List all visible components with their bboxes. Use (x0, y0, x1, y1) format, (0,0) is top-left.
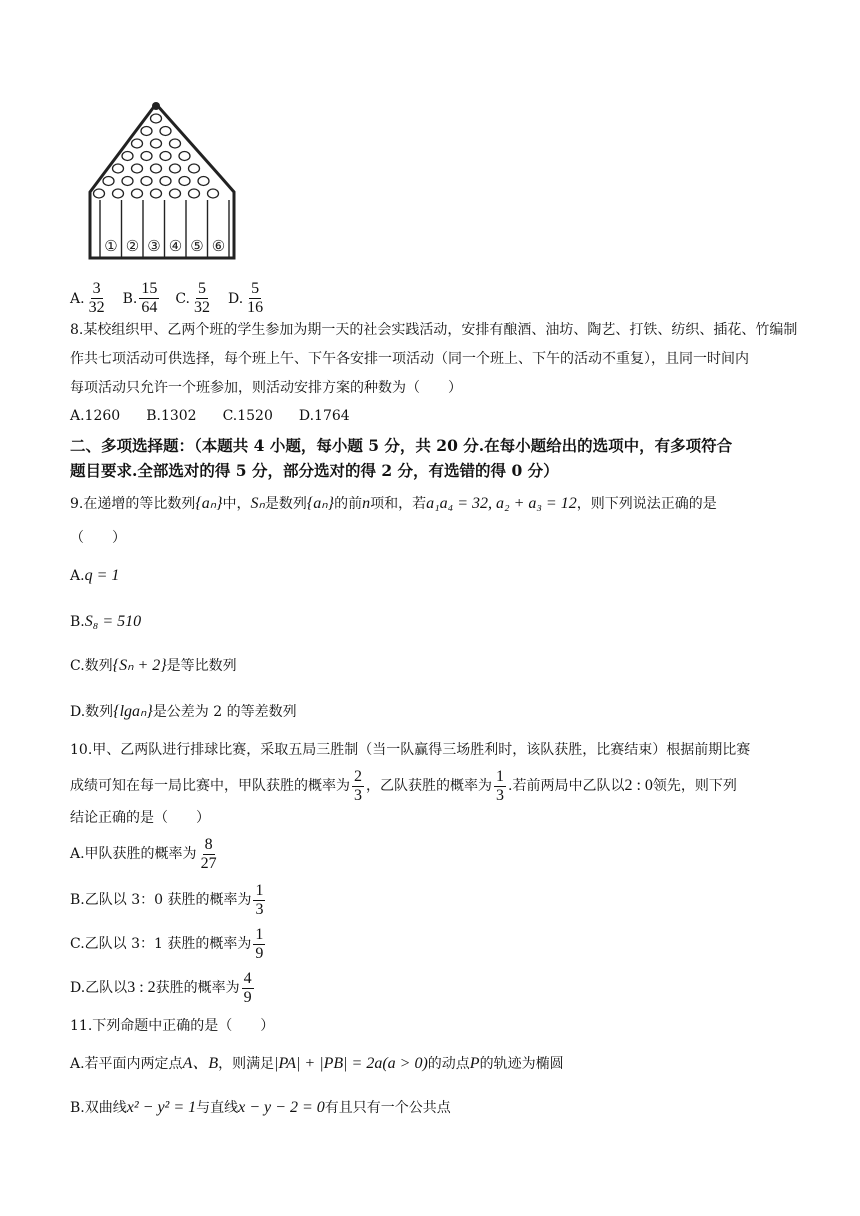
q9-text: ，则下列说法正确的是 (576, 496, 717, 512)
peg (141, 152, 152, 161)
q9-stem (70, 494, 717, 514)
peg (141, 177, 152, 186)
q11-option-a-text: ，则满足 (218, 1056, 275, 1072)
q10-option-b (70, 878, 267, 922)
galton-pegs (94, 102, 219, 198)
q9-option-a-math: q = 1 (84, 567, 120, 584)
q10-frac-2-3 (352, 768, 364, 805)
q11-option-b-math: x² − y² = 1 (126, 1099, 197, 1116)
frac-den: 16 (247, 299, 264, 316)
frac-num: 1 (255, 881, 264, 899)
q11-option-a-p: P (469, 1055, 480, 1072)
frac-num: 3 (92, 280, 101, 297)
q9-option-d-text: 是公差为 2 的等差数列 (152, 704, 297, 720)
galton-board-figure (72, 96, 242, 268)
frac-den: 9 (255, 944, 264, 962)
option-fraction (87, 280, 107, 317)
q7-options (70, 280, 281, 320)
q9-option-c-text: 是等比数列 (166, 658, 237, 674)
q8-option-c: C.1520 (222, 408, 273, 424)
frac-num: 5 (251, 280, 260, 297)
peg (170, 139, 181, 148)
q11-option-a-text: A.若平面内两定点 (70, 1056, 183, 1072)
frac-den: 32 (88, 299, 105, 316)
q7-option-c (175, 280, 214, 317)
q11-option-a-math: |PA| + |PB| = 2a(a > 0) (274, 1055, 428, 1072)
q10-option-d-text: 获胜的概率为 (155, 980, 240, 996)
peg (94, 189, 105, 198)
q9-text: 中， (222, 496, 251, 512)
q9-option-c (70, 656, 237, 676)
q9-option-b-letter: B. (70, 614, 85, 630)
q9-option-c-math: {Sₙ + 2} (112, 657, 167, 674)
galton-slots (100, 200, 229, 258)
q10-line2 (70, 764, 737, 808)
q10-frac-1-3 (494, 768, 506, 805)
frac-num: 1 (496, 767, 504, 785)
q10-line1: 10.甲、乙两队进行排球比赛，采取五局三胜制（当一队赢得三场胜利时，该队获胜，比赛结束）根据前期比赛 (70, 742, 751, 758)
q7-option-a (70, 280, 109, 317)
peg (103, 177, 114, 186)
frac-den: 3 (496, 786, 504, 804)
q10-option-d (70, 966, 256, 1010)
q10-option-c-text: C.乙队以 3：1 获胜的概率为 (70, 936, 252, 952)
section2-heading-line2: 题目要求.全部选对的得 5 分，部分选对的得 2 分，有选错的得 0 分） (70, 461, 559, 480)
frac-num: 4 (243, 969, 252, 987)
q10-option-b-frac (253, 882, 265, 919)
peg (179, 152, 190, 161)
slot-label: ③ (147, 239, 161, 255)
peg (179, 177, 190, 186)
frac-num: 2 (354, 767, 362, 785)
q10-option-a-text: A.甲队获胜的概率为 (70, 846, 197, 862)
peg (160, 152, 171, 161)
q9-option-a-letter: A. (70, 568, 85, 584)
q10-line3: 结论正确的是（ ） (70, 810, 210, 826)
frac-den: 3 (255, 900, 264, 918)
q9-sn: Sₙ (250, 495, 265, 512)
option-letter: C. (175, 290, 190, 307)
frac-den: 64 (141, 299, 158, 316)
frac-den: 3 (354, 786, 362, 804)
peg (189, 164, 200, 173)
option-fraction (192, 280, 212, 317)
q11-option-b-text: 与直线 (196, 1100, 239, 1116)
q9-sequence: {aₙ} (306, 495, 335, 512)
frac-num: 5 (197, 280, 206, 297)
slot-label: ② (125, 239, 140, 255)
q8-line1: 8.某校组织甲、乙两个班的学生参加为期一天的社会实践活动，安排有酿酒、油坊、陶艺、打铁、纺织、插花、竹编制 (70, 322, 798, 338)
q10-text: .若前两局中乙队以 (508, 778, 625, 794)
peg (208, 189, 219, 198)
q9-option-d-text: D.数列 (70, 704, 114, 720)
peg (113, 164, 124, 173)
q9-paren: （ ） (70, 530, 126, 546)
q10-text: 领先，则下列 (652, 778, 737, 794)
q9-option-d-math: {lgaₙ} (113, 703, 153, 720)
option-fraction (245, 280, 265, 317)
q8-line3: 每项活动只允许一个班参加，则活动安排方案的种数为（ ） (70, 380, 462, 396)
q11-option-a-text: 的动点 (427, 1056, 470, 1072)
peg (151, 189, 162, 198)
peg (132, 139, 143, 148)
peg (160, 177, 171, 186)
q11-option-a-points: A、B (182, 1055, 219, 1072)
peg (160, 127, 171, 136)
option-fraction (139, 280, 159, 317)
q9-option-b-math: S₈ = 510 (84, 613, 142, 630)
q11-option-b-text: B.双曲线 (70, 1100, 127, 1116)
option-letter: B. (122, 290, 138, 307)
section2-heading-line1: 二、多项选择题：（本题共 4 小题，每小题 5 分，共 20 分.在每小题给出的选项中，有多项符合 (70, 436, 733, 455)
frac-num: 1 (255, 925, 264, 943)
q9-option-a (70, 566, 119, 586)
q9-text: 9.在递增的等比数列 (70, 496, 196, 512)
peg (122, 177, 133, 186)
peg (189, 189, 200, 198)
q10-option-a (70, 832, 221, 876)
q11-stem: 11.下列命题中正确的是（ ） (70, 1018, 275, 1034)
option-letter: A. (70, 290, 85, 307)
frac-den: 27 (200, 854, 217, 872)
frac-den: 9 (243, 988, 252, 1006)
q11-option-b (70, 1098, 451, 1118)
slot-label: ① (104, 239, 118, 255)
slot-label: ⑥ (211, 239, 226, 255)
q10-option-b-text: B.乙队以 3：0 获胜的概率为 (70, 892, 252, 908)
peg (113, 189, 124, 198)
q8-line2: 作共七项活动可供选择，每个班上午、下午各安排一项活动（同一个班上、下午的活动不重复），且同一时间内 (70, 351, 749, 367)
peg (170, 189, 181, 198)
q11-option-b-math: x − y − 2 = 0 (238, 1099, 325, 1116)
frac-num: 8 (204, 835, 213, 853)
peg (141, 127, 152, 136)
q9-text: 是数列 (264, 496, 307, 512)
peg (198, 177, 209, 186)
peg (122, 152, 133, 161)
q7-option-d (228, 280, 267, 317)
peg (151, 164, 162, 173)
q10-score: 2 : 0 (624, 777, 653, 794)
q9-text: 的前 (334, 496, 363, 512)
q10-option-d-score: 3 : 2 (127, 979, 156, 996)
q11-option-a (70, 1054, 564, 1074)
q10-text: 成绩可知在每一局比赛中，甲队获胜的概率为 (70, 778, 350, 794)
q9-condition: a₁a₄ = 32, a₂ + a₃ = 12 (426, 495, 577, 512)
q10-option-a-frac (199, 836, 219, 873)
q8-option-b: B.1302 (146, 408, 197, 424)
option-letter: D. (227, 290, 244, 307)
q10-option-d-text: D.乙队以 (70, 980, 128, 996)
q10-option-c-frac (253, 926, 265, 963)
q7-option-b (123, 280, 162, 317)
peg (151, 114, 162, 123)
q11-option-a-text: 的轨迹为椭圆 (479, 1056, 564, 1072)
peg (132, 189, 143, 198)
q10-option-c (70, 922, 267, 966)
frac-num: 15 (141, 280, 158, 297)
peg (132, 164, 143, 173)
frac-den: 32 (193, 299, 210, 316)
slot-label: ⑤ (190, 239, 204, 255)
q9-option-b (70, 612, 141, 632)
q9-text: 项和，若 (370, 496, 427, 512)
q8-options (70, 406, 376, 426)
peg (151, 139, 162, 148)
q9-sequence: {aₙ} (195, 495, 223, 512)
q9-n: n (362, 495, 371, 512)
q8-option-d: D.1764 (298, 408, 350, 424)
slot-label: ④ (168, 239, 183, 255)
q11-option-b-text: 有且只有一个公共点 (324, 1100, 451, 1116)
q9-option-c-text: C.数列 (70, 658, 113, 674)
q10-option-d-frac (242, 970, 254, 1007)
q9-option-d (70, 702, 297, 722)
peg (170, 164, 181, 173)
q10-text: ，乙队获胜的概率为 (366, 778, 492, 794)
q8-option-a: A.1260 (70, 408, 121, 424)
